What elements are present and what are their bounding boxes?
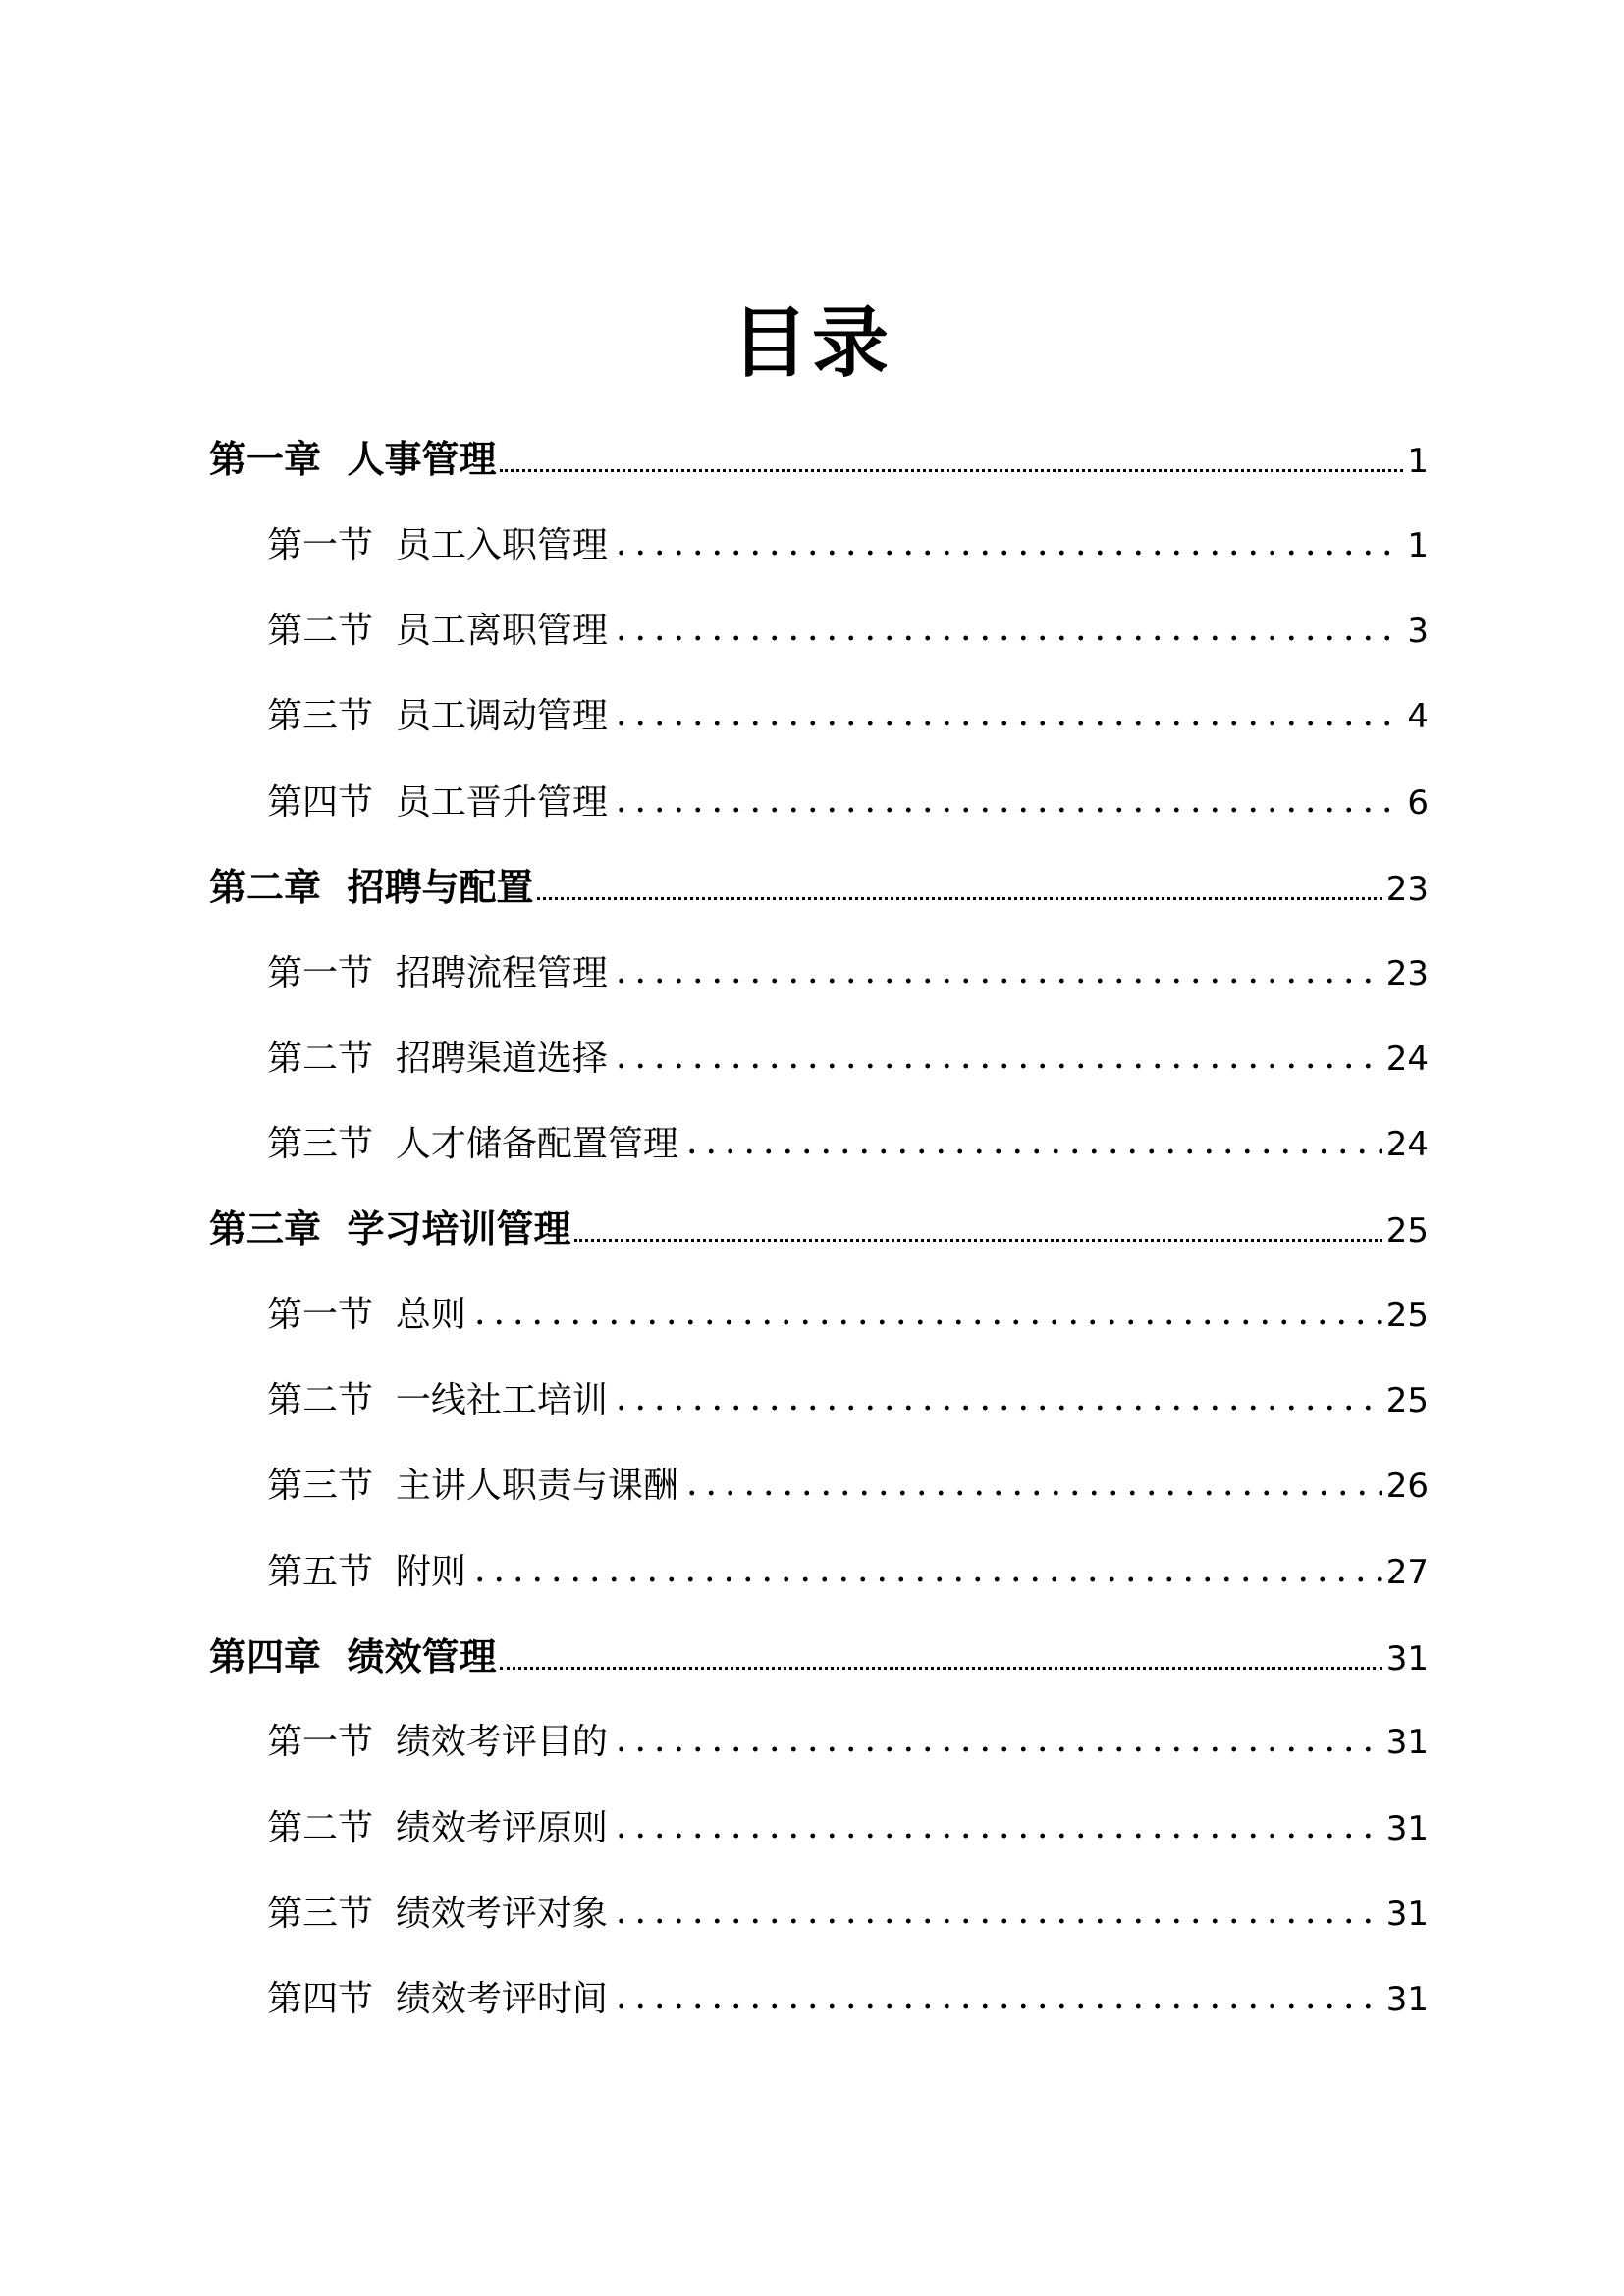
toc-dot-leader xyxy=(500,457,1403,472)
toc-page-number: 6 xyxy=(1407,783,1429,823)
toc-entry-label: 第一节 绩效考评目的 xyxy=(267,1722,608,1762)
toc-entry-label: 第一节 招聘流程管理 xyxy=(267,953,608,993)
toc-dot-leader xyxy=(612,806,1403,814)
toc-section-entry[interactable] xyxy=(267,944,1429,1003)
toc-entry-label: 第五节 附则 xyxy=(267,1552,466,1592)
toc-dot-leader xyxy=(612,549,1403,557)
toc-entry-label: 第一章 人事管理 xyxy=(209,437,497,481)
toc-section-entry[interactable] xyxy=(267,774,1429,832)
toc-section-entry[interactable] xyxy=(267,1030,1429,1089)
toc-page-number: 31 xyxy=(1385,1895,1429,1934)
toc-entry-label: 第三章 学习培训管理 xyxy=(209,1206,571,1251)
toc-section-entry[interactable] xyxy=(267,1885,1429,1944)
toc-section-entry[interactable] xyxy=(267,1543,1429,1602)
toc-page-number: 25 xyxy=(1385,1211,1429,1251)
toc-section-entry[interactable] xyxy=(267,1799,1429,1858)
toc-page-number: 24 xyxy=(1385,1040,1429,1079)
toc-entry-label: 第一节 总则 xyxy=(267,1295,466,1335)
toc-section-entry[interactable] xyxy=(267,602,1429,661)
toc-section-entry[interactable] xyxy=(267,1286,1429,1345)
toc-chapter-entry[interactable] xyxy=(209,1628,1429,1686)
toc-entry-label: 第二节 一线社工培训 xyxy=(267,1380,608,1420)
toc-page-number: 31 xyxy=(1385,1809,1429,1848)
toc-chapter-entry[interactable] xyxy=(209,858,1429,917)
toc-section-entry[interactable] xyxy=(267,1115,1429,1174)
toc-entry-label: 第二节 绩效考评原则 xyxy=(267,1808,608,1848)
toc-page-number: 24 xyxy=(1385,1125,1429,1164)
toc-dot-leader xyxy=(612,1062,1382,1070)
toc-dot-leader xyxy=(612,2002,1382,2010)
toc-dot-leader xyxy=(612,1745,1382,1753)
toc-title: 目录 xyxy=(731,298,893,388)
toc-page-number: 3 xyxy=(1407,612,1429,651)
toc-entry-label: 第四节 员工晋升管理 xyxy=(267,782,608,823)
toc-dot-leader xyxy=(612,1832,1382,1840)
toc-entry-label: 第四章 绩效管理 xyxy=(209,1634,497,1679)
toc-dot-leader xyxy=(537,885,1381,900)
toc-entry-label: 第四节 绩效考评时间 xyxy=(267,1979,608,2019)
toc-section-entry[interactable] xyxy=(267,687,1429,746)
toc-dot-leader xyxy=(682,1148,1382,1155)
toc-entry-label: 第三节 主讲人职责与课酬 xyxy=(267,1466,678,1506)
toc-section-entry[interactable] xyxy=(267,516,1429,575)
toc-page-number: 1 xyxy=(1407,442,1429,481)
toc-page-number: 25 xyxy=(1385,1381,1429,1420)
toc-entry-label: 第三节 绩效考评对象 xyxy=(267,1894,608,1934)
toc-entry-label: 第二节 招聘渠道选择 xyxy=(267,1039,608,1079)
toc-dot-leader xyxy=(612,977,1382,985)
toc-section-entry[interactable] xyxy=(267,1970,1429,2029)
toc-page-number: 26 xyxy=(1385,1467,1429,1506)
toc-dot-leader xyxy=(682,1489,1382,1497)
toc-page-number: 23 xyxy=(1385,954,1429,993)
toc-entry-label: 第三节 员工调动管理 xyxy=(267,696,608,736)
toc-dot-leader xyxy=(574,1227,1381,1242)
toc-section-entry[interactable] xyxy=(267,1457,1429,1516)
toc-page-number: 25 xyxy=(1385,1296,1429,1335)
toc-dot-leader xyxy=(612,634,1403,642)
toc-entry-label: 第二章 招聘与配置 xyxy=(209,865,534,909)
toc-entry-label: 第三节 人才储备配置管理 xyxy=(267,1124,678,1164)
toc-entry-label: 第一节 员工入职管理 xyxy=(267,525,608,565)
toc-entry-label: 第二节 员工离职管理 xyxy=(267,611,608,651)
toc-dot-leader xyxy=(470,1575,1382,1583)
toc-chapter-entry[interactable] xyxy=(209,1200,1429,1258)
toc-dot-leader xyxy=(612,1404,1382,1412)
toc-page-number: 1 xyxy=(1407,526,1429,565)
toc-dot-leader xyxy=(612,1917,1382,1925)
toc-section-entry[interactable] xyxy=(267,1713,1429,1772)
toc-dot-leader xyxy=(500,1655,1381,1670)
toc-page-number: 31 xyxy=(1385,1639,1429,1679)
toc-dot-leader xyxy=(470,1318,1382,1326)
toc-page-number: 31 xyxy=(1385,1723,1429,1762)
toc-page-number: 4 xyxy=(1407,697,1429,736)
toc-dot-leader xyxy=(612,720,1403,727)
toc-section-entry[interactable] xyxy=(267,1371,1429,1430)
toc-page-number: 31 xyxy=(1385,1980,1429,2019)
toc-page-number: 27 xyxy=(1385,1553,1429,1592)
toc-chapter-entry[interactable] xyxy=(209,430,1429,489)
toc-page-number: 23 xyxy=(1385,870,1429,909)
